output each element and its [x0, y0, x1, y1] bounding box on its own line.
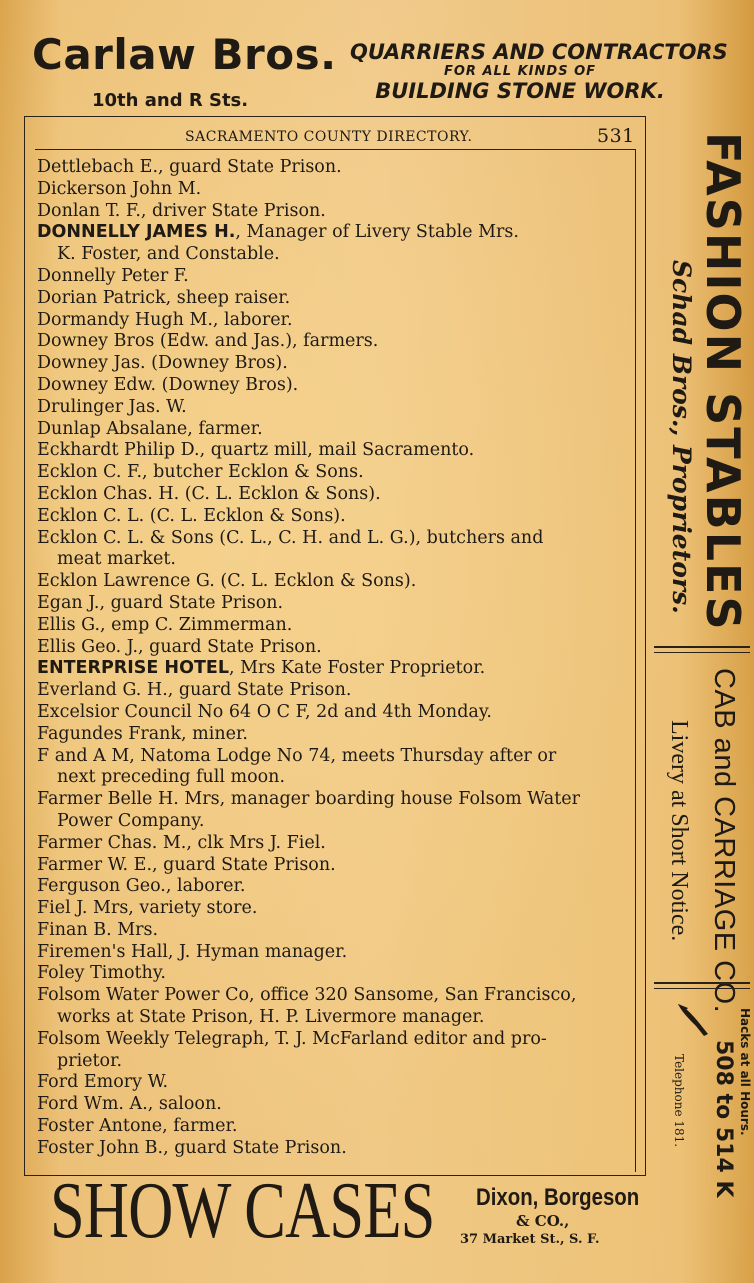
pointing-hand-icon: [674, 1000, 714, 1040]
top-advertisement: [0, 0, 754, 118]
list-item: Folsom Weekly Telegraph, T. J. McFarland editor and pro-: [37, 1028, 547, 1049]
directory-entries: [37, 157, 637, 1160]
top-ad-brand: Carlaw Bros.: [32, 30, 337, 79]
entry-name-bold: ENTERPRISE HOTEL: [37, 658, 229, 679]
entry-text: , Mrs Kate Foster Proprietor.: [229, 658, 486, 679]
list-item: Donlan T. F., driver State Prison.: [37, 200, 326, 221]
list-item: Foster John B., guard State Prison.: [37, 1137, 347, 1158]
list-item: Ferguson Geo., laborer.: [37, 876, 246, 897]
list-item: [37, 658, 637, 680]
list-item: Ford Emory W.: [37, 1072, 169, 1093]
list-item-continuation: next preceding full moon.: [57, 767, 286, 788]
list-item: Ellis G., emp C. Zimmerman.: [37, 614, 293, 635]
list-item: Ellis Geo. J., guard State Prison.: [37, 636, 322, 657]
bottom-ad-headline: SHOW CASES: [50, 1167, 435, 1255]
list-item: Folsom Water Power Co, office 320 Sansome, San Francisco,: [37, 985, 577, 1006]
side-ad-hacks: Hacks at all Hours.: [738, 1008, 752, 1136]
list-item: Ecklon C. F., butcher Ecklon & Sons.: [37, 462, 364, 483]
list-item: Downey Jas. (Downey Bros).: [37, 353, 288, 374]
list-item: Foley Timothy.: [37, 963, 166, 984]
list-item: Dormandy Hugh M., laborer.: [37, 309, 293, 330]
running-head: [25, 125, 645, 149]
list-item: Dickerson John M.: [37, 178, 202, 199]
list-item: Fiel J. Mrs, variety store.: [37, 898, 258, 919]
bottom-advertisement: [0, 1167, 754, 1283]
list-item: Farmer Chas. M., clk Mrs J. Fiel.: [37, 832, 326, 853]
side-ad-address: 508 to 514 K: [711, 1040, 736, 1198]
side-advertisement: [648, 120, 754, 1198]
list-item: Farmer Belle H. Mrs, manager boarding house Folsom Water: [37, 789, 580, 810]
list-item: Excelsior Council No 64 O C F, 2d and 4th Monday.: [37, 701, 492, 722]
top-ad-address: 10th and R Sts.: [92, 90, 249, 111]
top-ad-tagline-line-3: BUILDING STONE WORK.: [375, 79, 665, 103]
side-ad-livery: Livery at Short Notice.: [666, 720, 692, 942]
list-item: Firemen's Hall, J. Hyman manager.: [37, 941, 348, 962]
page-number: 531: [597, 125, 635, 147]
list-item: Downey Edw. (Downey Bros).: [37, 374, 299, 395]
side-divider: [654, 646, 750, 648]
side-divider: [654, 988, 750, 989]
list-item-continuation: meat market.: [57, 549, 176, 570]
list-item: Dunlap Absalane, farmer.: [37, 418, 263, 439]
side-divider: [654, 982, 750, 984]
list-item: Dorian Patrick, sheep raiser.: [37, 287, 291, 308]
list-item-continuation: prietor.: [57, 1050, 123, 1071]
list-item: Finan B. Mrs.: [37, 919, 159, 940]
directory-box: [24, 116, 646, 1176]
list-item: Ecklon Lawrence G. (C. L. Ecklon & Sons).: [37, 571, 417, 592]
bottom-ad-company-suffix: & CO.,: [516, 1212, 570, 1230]
list-item-continuation: Power Company.: [57, 810, 205, 831]
list-item-continuation: works at State Prison, H. P. Livermore manager.: [57, 1007, 485, 1028]
list-item: F and A M, Natoma Lodge No 74, meets Thursday after or: [37, 745, 557, 766]
list-item: Farmer W. E., guard State Prison.: [37, 854, 336, 875]
list-item: [37, 222, 637, 244]
running-head-title: SACRAMENTO COUNTY DIRECTORY.: [185, 129, 473, 145]
list-item: Donnelly Peter F.: [37, 265, 189, 286]
list-item: Downey Bros (Edw. and Jas.), farmers.: [37, 331, 379, 352]
entry-text: , Manager of Livery Stable Mrs.: [235, 222, 519, 243]
list-item-continuation: K. Foster, and Constable.: [57, 244, 280, 265]
top-ad-tagline-line-1: QUARRIERS AND CONTRACTORS: [350, 40, 728, 64]
bottom-ad-street: 37 Market St., S. F.: [460, 1232, 600, 1247]
list-item: Drulinger Jas. W.: [37, 396, 187, 417]
entry-name-bold: DONNELLY JAMES H.: [37, 222, 236, 243]
side-ad-title: FASHION STABLES: [696, 132, 750, 632]
list-item: Ford Wm. A., saloon.: [37, 1094, 222, 1115]
bottom-ad-company: Dixon, Borgeson: [476, 1184, 640, 1211]
list-item: Egan J., guard State Prison.: [37, 592, 284, 613]
list-item: Ecklon C. L. (C. L. Ecklon & Sons).: [37, 505, 346, 526]
list-item: Foster Antone, farmer.: [37, 1116, 238, 1137]
list-item: Ecklon C. L. & Sons (C. L., C. H. and L. G.), butchers and: [37, 527, 544, 548]
list-item: Eckhardt Philip D., quartz mill, mail Sacramento.: [37, 440, 475, 461]
side-divider: [654, 652, 750, 653]
top-ad-tagline: [350, 40, 728, 103]
side-ad-cab: CAB and CARRIAGE CO.: [708, 668, 740, 1014]
side-ad-proprietors: Schad Bros., Proprietors.: [667, 260, 696, 614]
top-ad-tagline-line-2: FOR ALL KINDS OF: [443, 64, 597, 79]
list-item: Fagundes Frank, miner.: [37, 723, 248, 744]
list-item: Dettlebach E., guard State Prison.: [37, 157, 342, 177]
side-ad-telephone: Telephone 181.: [672, 1054, 686, 1148]
list-item: Ecklon Chas. H. (C. L. Ecklon & Sons).: [37, 483, 381, 504]
list-item: Everland G. H., guard State Prison.: [37, 680, 352, 701]
